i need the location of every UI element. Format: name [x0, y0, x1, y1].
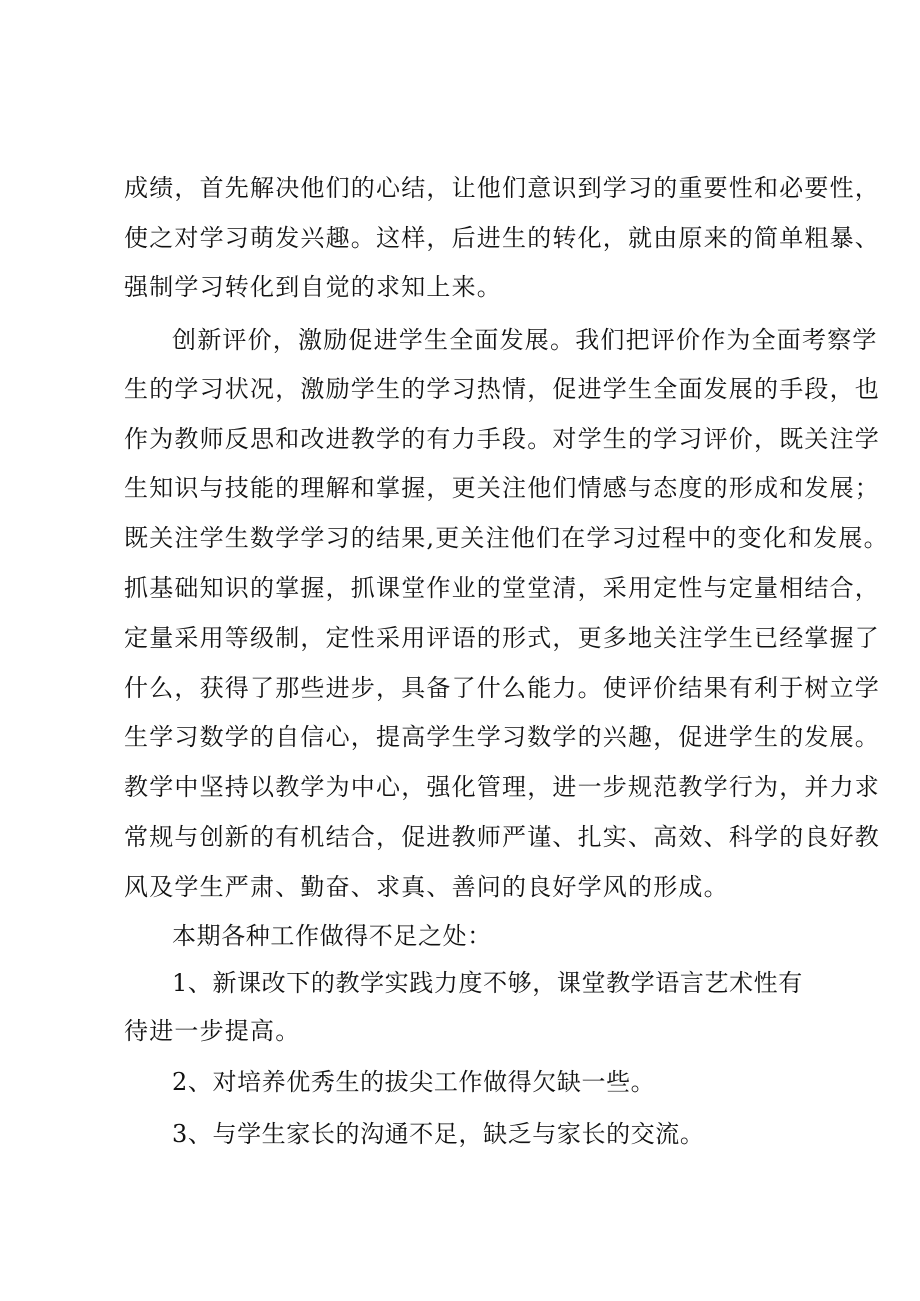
paragraph-line: 定量采用等级制，定性采用评语的形式，更多地关注学生已经掌握了	[124, 624, 880, 652]
paragraph-line: 什么，获得了那些进步，具备了什么能力。使评价结果有利于树立学	[124, 674, 880, 702]
paragraph-line: 常规与创新的有机结合，促进教师严谨、扎实、高效、科学的良好教	[124, 823, 880, 851]
paragraph-line: 风及学生严肃、勤奋、求真、善问的良好学风的形成。	[124, 873, 729, 901]
paragraph-line: 成绩，首先解决他们的心结，让他们意识到学习的重要性和必要性，	[124, 174, 880, 202]
paragraph-line: 生知识与技能的理解和掌握，更关注他们情感与态度的形成和发展；	[124, 474, 880, 502]
list-item: 1、新课改下的教学实践力度不够，课堂教学语言艺术性有	[172, 969, 803, 997]
paragraph-line: 作为教师反思和改进教学的有力手段。对学生的学习评价，既关注学	[124, 425, 880, 453]
list-item: 2、对培养优秀生的拔尖工作做得欠缺一些。	[172, 1068, 656, 1096]
section-heading: 本期各种工作做得不足之处：	[172, 922, 492, 950]
list-item: 3、与学生家长的沟通不足，缺乏与家长的交流。	[172, 1120, 705, 1148]
paragraph-line: 既关注学生数学学习的结果,更关注他们在学习过程中的变化和发展。	[124, 524, 889, 552]
paragraph-line: 使之对学习萌发兴趣。这样，后进生的转化，就由原来的简单粗暴、	[124, 224, 880, 252]
paragraph-line: 生学习数学的自信心，提高学生学习数学的兴趣，促进学生的发展。	[124, 723, 880, 751]
list-item-continuation: 待进一步提高。	[124, 1017, 301, 1045]
paragraph-line: 生的学习状况，激励学生的学习热情，促进学生全面发展的手段，也	[124, 375, 880, 403]
paragraph-line: 抓基础知识的掌握，抓课堂作业的堂堂清，采用定性与定量相结合，	[124, 574, 880, 602]
paragraph-line: 创新评价，激励促进学生全面发展。我们把评价作为全面考察学	[172, 326, 878, 354]
paragraph-line: 强制学习转化到自觉的求知上来。	[124, 273, 502, 301]
paragraph-line: 教学中坚持以教学为中心，强化管理，进一步规范教学行为，并力求	[124, 773, 880, 801]
